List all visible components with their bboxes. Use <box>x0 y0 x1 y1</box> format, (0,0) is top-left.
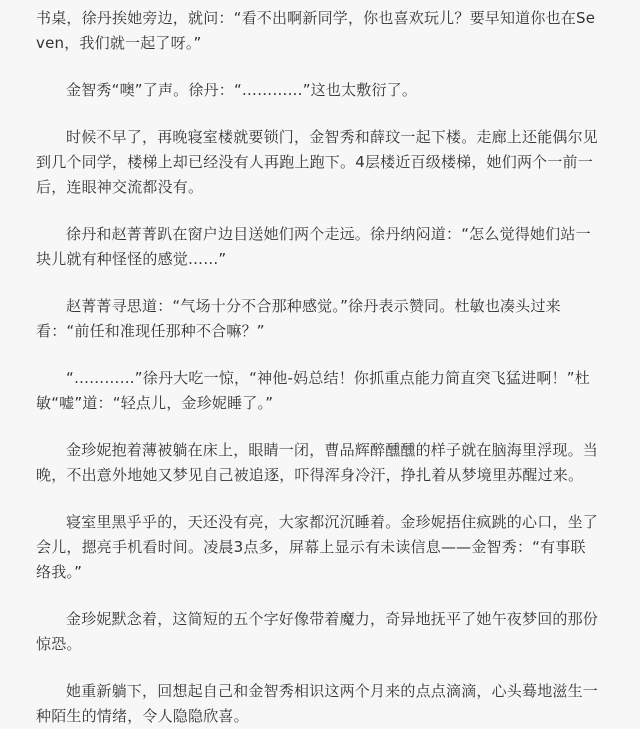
paragraph-5: 赵菁菁寻思道：“气场十分不合那种感觉。”徐丹表示赞同。杜敏也凑头过来看：“前任和准现任那种不合嘛？” <box>36 297 561 340</box>
paragraph-10: 她重新躺下，回想起自己和金智秀相识这两个月来的点点滴滴，心头蓦地滋生一种陌生的情绪，令人隐隐欣喜。 <box>36 682 599 725</box>
paragraph-7: 金珍妮抱着薄被躺在床上，眼睛一闭，曹品辉醉醺醺的样子就在脑海里浮现。当晚，不出意外地她又梦见自己被追逐，吓得浑身冷汗，挣扎着从梦境里苏醒过来。 <box>36 441 599 484</box>
paragraph-9: 金珍妮默念着，这简短的五个字好像带着魔力，奇异地抚平了她午夜梦回的那份惊恐。 <box>36 610 599 653</box>
paragraph-4: 徐丹和赵菁菁趴在窗户边目送她们两个走远。徐丹纳闷道：“怎么觉得她们站一块儿就有种怪怪的感觉……” <box>36 225 591 268</box>
paragraph-1: 书桌，徐丹挨她旁边，就问：“看不出啊新同学，你也喜欢玩儿？要早知道你也在Seven，我们就一起了呀。” <box>36 9 596 52</box>
paragraph-3: 时候不早了，再晚寝室楼就要锁门，金智秀和薛玟一起下楼。走廊上还能偶尔见到几个同学，楼梯上却已经没有人再跑上跑下。4层楼近百级楼梯，她们两个一前一后，连眼神交流都没有。 <box>36 128 599 196</box>
paragraph-2: 金智秀“噢”了声。徐丹：“…………”这也太敷衍了。 <box>66 81 418 99</box>
paragraph-6: “…………”徐丹大吃一惊，“神他-妈总结！你抓重点能力简直突飞猛进啊！”杜敏“嘘”道：“轻点儿，金珍妮睡了。” <box>36 369 590 412</box>
paragraph-8: 寝室里黑乎乎的，天还没有亮，大家都沉沉睡着。金珍妮捂住疯跳的心口，坐了会儿，摁亮手机看时间。凌晨3点多，屏幕上显示有未读信息——金智秀：“有事联络我。” <box>36 513 599 581</box>
